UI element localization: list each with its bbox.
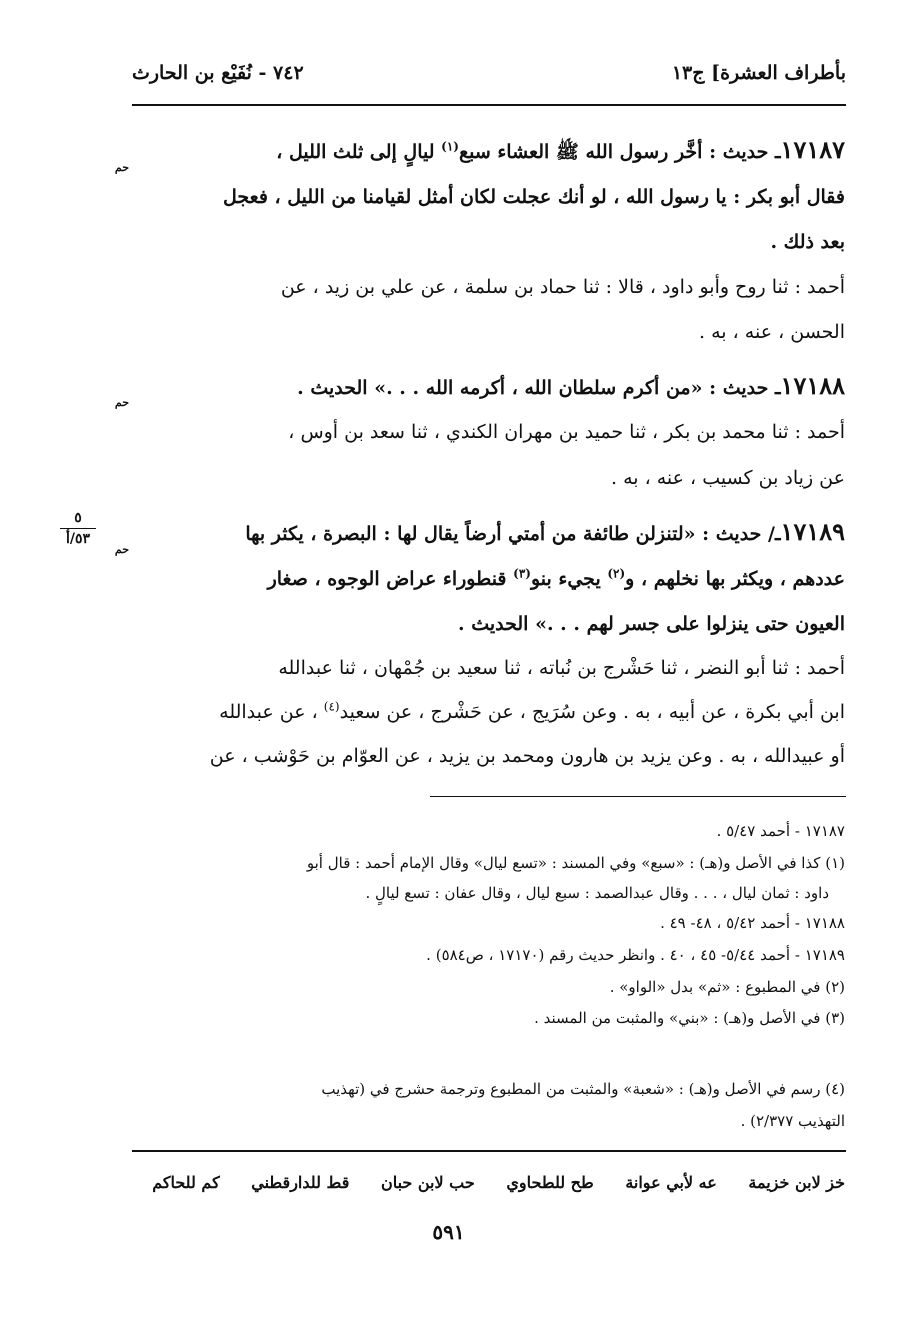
folio-top: ٥ bbox=[74, 510, 82, 526]
footnote-ref: (١) bbox=[441, 139, 459, 154]
footnote-line: ١٧١٨٧ - أحمد ٥/٤٧ . bbox=[716, 822, 845, 840]
hadith-number: ١٧١٨٧ bbox=[780, 135, 845, 164]
sources-rule bbox=[132, 1150, 846, 1152]
hadith-text: ـ/ حديث : «لتنزلن طائفة من أمتي أرضاً يقال لها : البصرة ، يكثر بها bbox=[245, 523, 781, 545]
source-abbrev: قط للدارقطني bbox=[251, 1173, 350, 1192]
footnote-line: (١) كذا في الأصل و(هـ) : «سبع» وفي المسند : «تسع ليال» وقال الإمام أحمد : قال أبو bbox=[306, 854, 845, 872]
hadith-17187-line-1 bbox=[131, 130, 845, 170]
footnote-rule bbox=[430, 796, 846, 797]
hadith-number: ١٧١٨٨ bbox=[780, 371, 845, 400]
hadith-17189-line-1 bbox=[131, 512, 845, 552]
source-abbrev: عه لأبي عوانة bbox=[625, 1173, 717, 1192]
footnote-line: (٤) رسم في الأصل و(هـ) : «شعبة» والمثبت من المطبوع وترجمة حشرج في (تهذيب bbox=[321, 1080, 845, 1098]
footnote-line: (٢) في المطبوع : «ثم» بدل «الواو» . bbox=[609, 978, 845, 996]
isnad-text: ابن أبي بكرة ، عن أبيه ، به . وعن سُرَيج ، عن حَشْرج ، عن سعيد bbox=[339, 701, 845, 723]
hadith-text: عددهم ، ويكثر بها نخلهم ، و bbox=[625, 568, 845, 590]
isnad-17187-line-1: أحمد : ثنا روح وأبو داود ، قالا : ثنا حماد بن سلمة ، عن علي بن زيد ، عن bbox=[280, 276, 845, 298]
hadith-17188-line-1 bbox=[131, 366, 845, 406]
musnad-marker: حم bbox=[114, 396, 129, 409]
source-abbrev: طح للطحاوي bbox=[506, 1173, 594, 1192]
folio-bottom: ٥٣/أ bbox=[65, 531, 91, 547]
musnad-marker: حم bbox=[114, 161, 129, 174]
footnote-ref: (٢) bbox=[607, 566, 626, 581]
hadith-text-cont: يجيء بنو bbox=[530, 568, 608, 590]
page-number: ٥٩١ bbox=[432, 1220, 465, 1244]
footnote-ref: (٤) bbox=[323, 699, 340, 714]
footnote-line: ١٧١٨٨ - أحمد ٥/٤٢ ، ٤٨- ٤٩ . bbox=[660, 914, 845, 932]
footnote-ref: (٣) bbox=[513, 566, 531, 581]
isnad-17188-line-2: عن زياد بن كسيب ، عنه ، به . bbox=[610, 467, 845, 489]
hadith-17187-line-2: فقال أبو بكر : يا رسول الله ، لو أنك عجلت لكان أمثل لقيامنا من الليل ، فعجل bbox=[223, 186, 845, 208]
hadith-text-cont: قنطوراء عراض الوجوه ، صغار bbox=[267, 568, 514, 590]
footnote-line: التهذيب ٢/٣٧٧) . bbox=[740, 1112, 845, 1130]
hadith-number: ١٧١٨٩ bbox=[780, 517, 845, 546]
footnote-line: ١٧١٨٩ - أحمد ٥/٤٤- ٤٥ ، ٤٠ . وانظر حديث رقم (١٧١٧٠ ، ص٥٨٤) . bbox=[426, 946, 845, 964]
hadith-text: ـ حديث : «من أكرم سلطان الله ، أكرمه الله . . .» الحديث . bbox=[297, 377, 781, 399]
hadith-17189-line-2 bbox=[131, 559, 845, 599]
source-abbrev: خز لابن خزيمة bbox=[748, 1173, 845, 1192]
footnote-line: داود : ثمان ليال ، . . . وقال عبدالصمد : سبع ليال ، وقال عفان : تسع ليالٍ . bbox=[365, 884, 829, 902]
isnad-17189-line-3: أو عبيدالله ، به . وعن يزيد بن هارون ومحمد بن يزيد ، عن العوّام بن حَوْشب ، عن bbox=[209, 745, 845, 767]
isnad-text-cont: ، عن عبدالله bbox=[219, 701, 324, 723]
header-rule bbox=[132, 104, 846, 106]
running-header bbox=[132, 62, 846, 96]
isnad-17189-line-2 bbox=[131, 692, 845, 732]
source-abbrev: حب لابن حبان bbox=[380, 1173, 475, 1192]
sources-legend bbox=[131, 1167, 845, 1199]
isnad-17188-line-1: أحمد : ثنا محمد بن بكر ، ثنا حميد بن مهران الكندي ، ثنا سعد بن أوس ، bbox=[288, 421, 845, 443]
hadith-17189-line-3: العيون حتى ينزلوا على جسر لهم . . .» الحديث . bbox=[457, 613, 845, 635]
musnad-marker: حم bbox=[114, 543, 129, 556]
isnad-17189-line-1: أحمد : ثنا أبو النضر ، ثنا حَشْرج بن نُباته ، ثنا سعيد بن جُمْهان ، ثنا عبدالله bbox=[278, 657, 845, 679]
footnote-line: (٣) في الأصل و(هـ) : «بني» والمثبت من المسند . bbox=[534, 1009, 845, 1027]
hadith-text: ـ حديث : أخَّر رسول الله ﷺ العشاء سبع bbox=[458, 141, 781, 163]
hadith-17187-line-3: بعد ذلك . bbox=[770, 231, 845, 253]
hadith-text-cont: ليالٍ إلى ثلث الليل ، bbox=[276, 141, 442, 163]
header-book-title: بأطراف العشرة] ج١٣ bbox=[671, 62, 846, 84]
isnad-17187-line-2: الحسن ، عنه ، به . bbox=[699, 321, 845, 343]
source-abbrev: كم للحاكم bbox=[152, 1173, 220, 1192]
manuscript-folio-note bbox=[60, 510, 96, 547]
folio-divider bbox=[60, 528, 96, 529]
header-chapter-title: ٧٤٢ - نُفَيْع بن الحارث bbox=[132, 62, 304, 84]
